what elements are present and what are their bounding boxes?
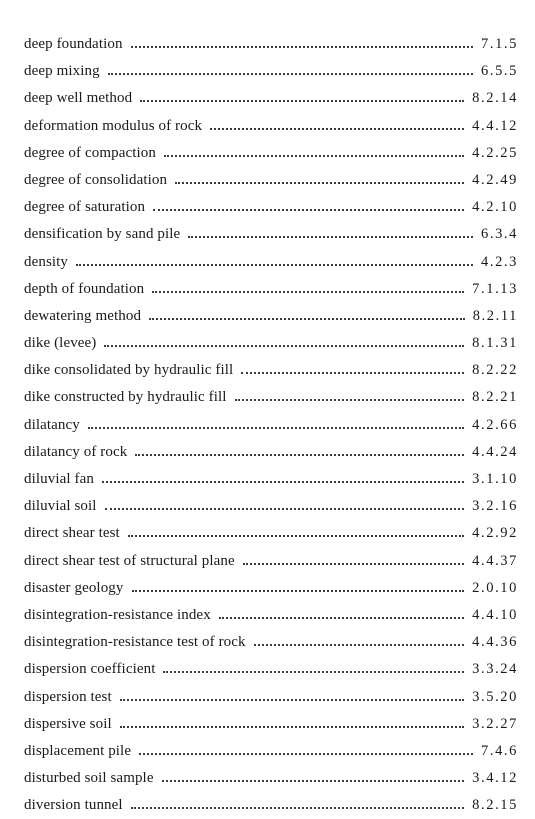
index-reference: 4.2.3 [481,253,518,270]
dot-leader [139,753,473,755]
index-entry [24,466,518,493]
dot-leader [163,671,464,673]
dot-leader [131,46,473,48]
index-reference: 8.2.14 [472,90,518,107]
dot-leader [164,155,464,157]
index-entry [24,221,518,248]
index-entry [24,167,518,194]
index-term: dilatancy of rock [24,443,128,460]
index-reference: 7.1.5 [481,36,518,52]
index-entry [24,276,518,303]
dot-leader [120,726,464,728]
index-reference: 2.0.10 [472,579,518,596]
index-term: disintegration-resistance index [24,606,211,623]
index-reference: 3.4.12 [472,770,518,787]
index-entry [24,684,518,711]
index-term: degree of consolidation [24,171,168,188]
index-term: displacement pile [24,742,132,759]
dot-leader [162,780,465,782]
index-reference: 4.4.12 [472,117,518,134]
index-entry [24,384,518,411]
index-entry [24,629,518,656]
index-reference: 3.1.10 [472,471,518,487]
dot-leader [76,264,473,266]
index-entry [24,656,518,683]
index-reference: 4.2.66 [472,416,518,433]
index-entry [24,357,518,384]
dot-leader [188,236,473,238]
dot-leader [254,644,464,646]
index-term: dike constructed by hydraulic fill [24,389,227,406]
index-reference: 3.2.16 [472,498,518,515]
index-entry [24,439,518,466]
dot-leader [175,182,464,184]
dot-leader [120,699,464,701]
index-entry [24,548,518,575]
index-entry [24,792,518,819]
index-entry [24,575,518,602]
dot-leader [243,563,464,565]
index-term: dewatering method [24,307,142,324]
index-term: disintegration-resistance test of rock [24,634,246,651]
index-reference: 4.2.10 [472,199,518,216]
index-entry [24,520,518,547]
dot-leader [219,617,464,619]
dot-leader [131,807,464,809]
index-term: deep well method [24,90,133,107]
index-reference: 4.4.24 [472,443,518,460]
index-reference: 8.2.11 [472,307,518,324]
index-reference: 4.4.36 [472,634,518,651]
index-term: dike (levee) [24,335,97,352]
dot-leader [88,427,464,429]
index-entry [24,113,518,140]
index-term: dispersion coefficient [24,661,156,678]
dot-leader [102,481,464,483]
index-term: degree of saturation [24,199,146,216]
index-entry [24,711,518,738]
dot-leader [135,454,464,456]
index-reference: 3.2.27 [472,715,518,732]
index-list [24,31,518,819]
index-term: direct shear test of structural plane [24,552,235,569]
index-term: deep mixing [24,63,100,80]
index-term: direct shear test [24,525,120,542]
index-reference: 3.3.24 [472,661,518,678]
dot-leader [140,100,464,102]
index-entry [24,330,518,357]
index-entry [24,85,518,112]
index-reference: 8.2.21 [472,389,518,406]
dot-leader [105,508,465,510]
index-reference: 8.2.15 [472,797,518,814]
index-reference: 3.5.20 [472,688,518,705]
index-term: deep foundation [24,36,123,52]
index-entry [24,765,518,792]
index-term: dispersive soil [24,715,112,732]
index-term: degree of compaction [24,144,156,161]
dot-leader [132,590,465,592]
index-term: dike consolidated by hydraulic fill [24,362,234,379]
index-reference: 7.4.6 [481,742,518,759]
dot-leader [128,535,464,537]
dot-leader [210,128,464,130]
index-term: density [24,253,69,270]
dot-leader [241,372,464,374]
index-reference: 7.1.13 [472,280,518,297]
index-term: densification by sand pile [24,226,181,243]
index-term: diluvial soil [24,498,97,515]
index-reference: 8.2.22 [472,362,518,379]
dot-leader [235,399,465,401]
index-entry [24,249,518,276]
dot-leader [108,73,473,75]
index-term: disaster geology [24,579,124,596]
index-entry [24,194,518,221]
index-reference: 6.3.4 [481,226,518,243]
index-term: depth of foundation [24,280,145,297]
index-entry [24,31,518,58]
index-term: deformation modulus of rock [24,117,203,134]
index-reference: 4.4.37 [472,552,518,569]
index-entry [24,493,518,520]
index-reference: 6.5.5 [481,63,518,80]
dot-leader [149,318,465,320]
index-term: dilatancy [24,416,80,433]
index-entry [24,738,518,765]
index-reference: 4.4.10 [472,606,518,623]
index-entry [24,58,518,85]
index-entry [24,412,518,439]
index-reference: 4.2.92 [472,525,518,542]
index-term: diversion tunnel [24,797,123,814]
index-entry [24,602,518,629]
index-reference: 4.2.49 [472,171,518,188]
index-term: disturbed soil sample [24,770,154,787]
dot-leader [152,291,464,293]
dot-leader [104,345,464,347]
index-reference: 8.1.31 [472,335,518,352]
index-entry [24,140,518,167]
index-entry [24,303,518,330]
index-term: diluvial fan [24,471,94,487]
dot-leader [153,209,464,211]
index-reference: 4.2.25 [472,144,518,161]
index-term: dispersion test [24,688,112,705]
